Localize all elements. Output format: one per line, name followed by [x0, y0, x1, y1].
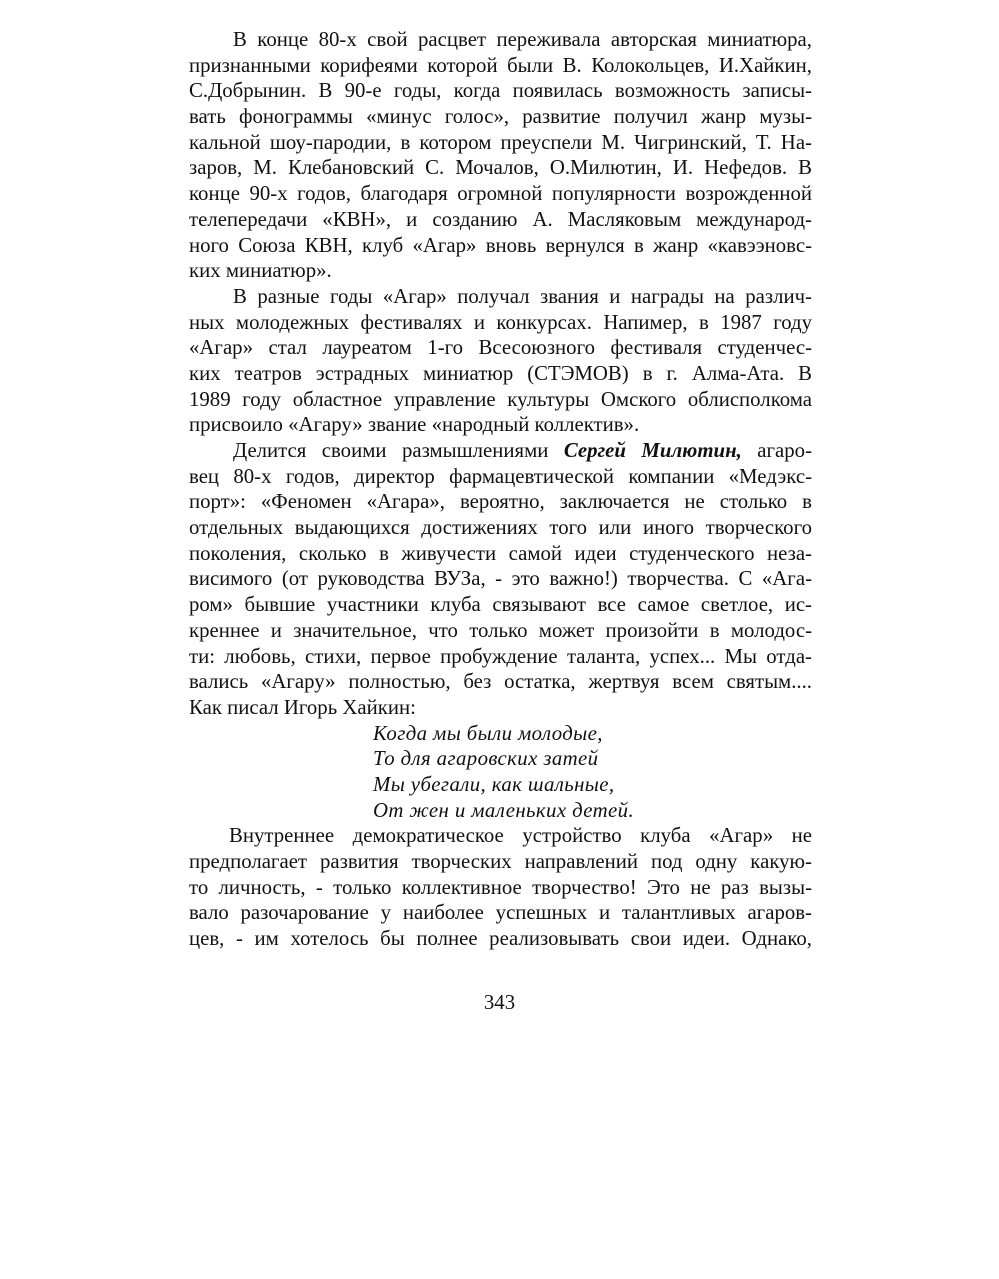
text-line: ром» бывшие участники клуба связывают все самое светлое, ис-	[189, 593, 812, 617]
text-fragment: агаро-	[741, 439, 813, 462]
text-line: ных молодежных фестивалях и конкурсах. Напимер, в 1987 году	[189, 310, 812, 334]
text-line: Внутреннее демократическое устройство клуба «Агар» не	[229, 824, 812, 848]
verse-line: От жен и маленьких детей.	[373, 798, 635, 822]
text-line: 1989 году областное управление культуры Омского облисполкома	[189, 387, 812, 411]
text-line: вать фонограммы «минус голос», развитие получил жанр музы-	[189, 105, 812, 129]
text-line	[189, 438, 812, 464]
paragraph-1	[189, 27, 812, 284]
paragraph-3	[189, 438, 812, 721]
text-line: конце 90-х годов, благодаря огромной популярности возрожденной	[189, 182, 812, 206]
text-line: креннее и значительное, что только может произойти в молодос-	[189, 618, 812, 642]
text-line: висимого (от руководства ВУЗа, - это важно!) творчества. С «Ага-	[189, 567, 812, 591]
page-number: 343	[483, 991, 516, 1014]
paragraph-4	[189, 823, 812, 951]
verse-line: То для агаровских затей	[373, 747, 599, 771]
text-line: ких миниатюр».	[189, 259, 332, 283]
text-line: кальной шоу-пародии, в котором преуспели М. Чигринский, Т. На-	[189, 130, 812, 154]
page-body	[189, 27, 812, 952]
text-line: порт»: «Феномен «Агара», вероятно, заключается не столько в	[189, 490, 812, 514]
text-line: вец 80-х годов, директор фармацевтической компании «Медэкс-	[189, 464, 812, 488]
text-line: ти: любовь, стихи, первое пробуждение таланта, успех... Мы отда-	[189, 644, 812, 668]
text-line: С.Добрынин. В 90-е годы, когда появилась возможность записы-	[189, 79, 812, 103]
text-line: то личность, - только коллективное творчество! Это не раз вызы-	[189, 875, 812, 899]
text-line: предполагает развития творческих направлений под одну какую-	[189, 850, 812, 873]
paragraph-2	[189, 284, 812, 438]
text-line: вались «Агару» полностью, без остатка, жертвуя всем святым....	[189, 670, 812, 694]
text-line: отдельных выдающихся достижениях того или иного творческого	[189, 516, 812, 540]
text-line: цев, - им хотелось бы полнее реализовывать свои идеи. Однако,	[189, 927, 812, 951]
author-name: Сергей Милютин,	[563, 439, 742, 462]
verse-line: Мы убегали, как шальные,	[373, 772, 615, 796]
text-line: В разные годы «Агар» получал звания и награды на различ-	[233, 284, 812, 308]
text-fragment: Делится своими размышлениями	[233, 439, 564, 462]
text-line: телепередачи «КВН», и созданию А. Масляковым международ-	[189, 207, 812, 231]
verse-line: Когда мы были молодые,	[373, 721, 603, 745]
text-line: присвоило «Агару» звание «народный коллектив».	[189, 413, 640, 437]
text-line: Как писал Игорь Хайкин:	[189, 695, 416, 719]
text-line: «Агар» стал лауреатом 1-го Всесоюзного фестиваля студенчес-	[189, 336, 812, 360]
text-line: признанными корифеями которой были В. Колокольцев, И.Хайкин,	[189, 53, 812, 77]
text-line: заров, М. Клебановский С. Мочалов, О.Милютин, И. Нефедов. В	[189, 156, 812, 180]
text-line: поколения, сколько в живучести самой идеи студенческого неза-	[189, 541, 812, 565]
text-line: ких театров эстрадных миниатюр (СТЭМОВ) в г. Алма-Ата. В	[189, 361, 812, 385]
text-line: В конце 80-х свой расцвет переживала авторская миниатюра,	[233, 28, 812, 51]
text-line: вало разочарование у наиболее успешных и талантливых агаров-	[189, 901, 812, 925]
poem-verse	[189, 721, 812, 824]
text-line: ного Союза КВН, клуб «Агар» вновь вернулся в жанр «кавээновс-	[189, 233, 812, 257]
